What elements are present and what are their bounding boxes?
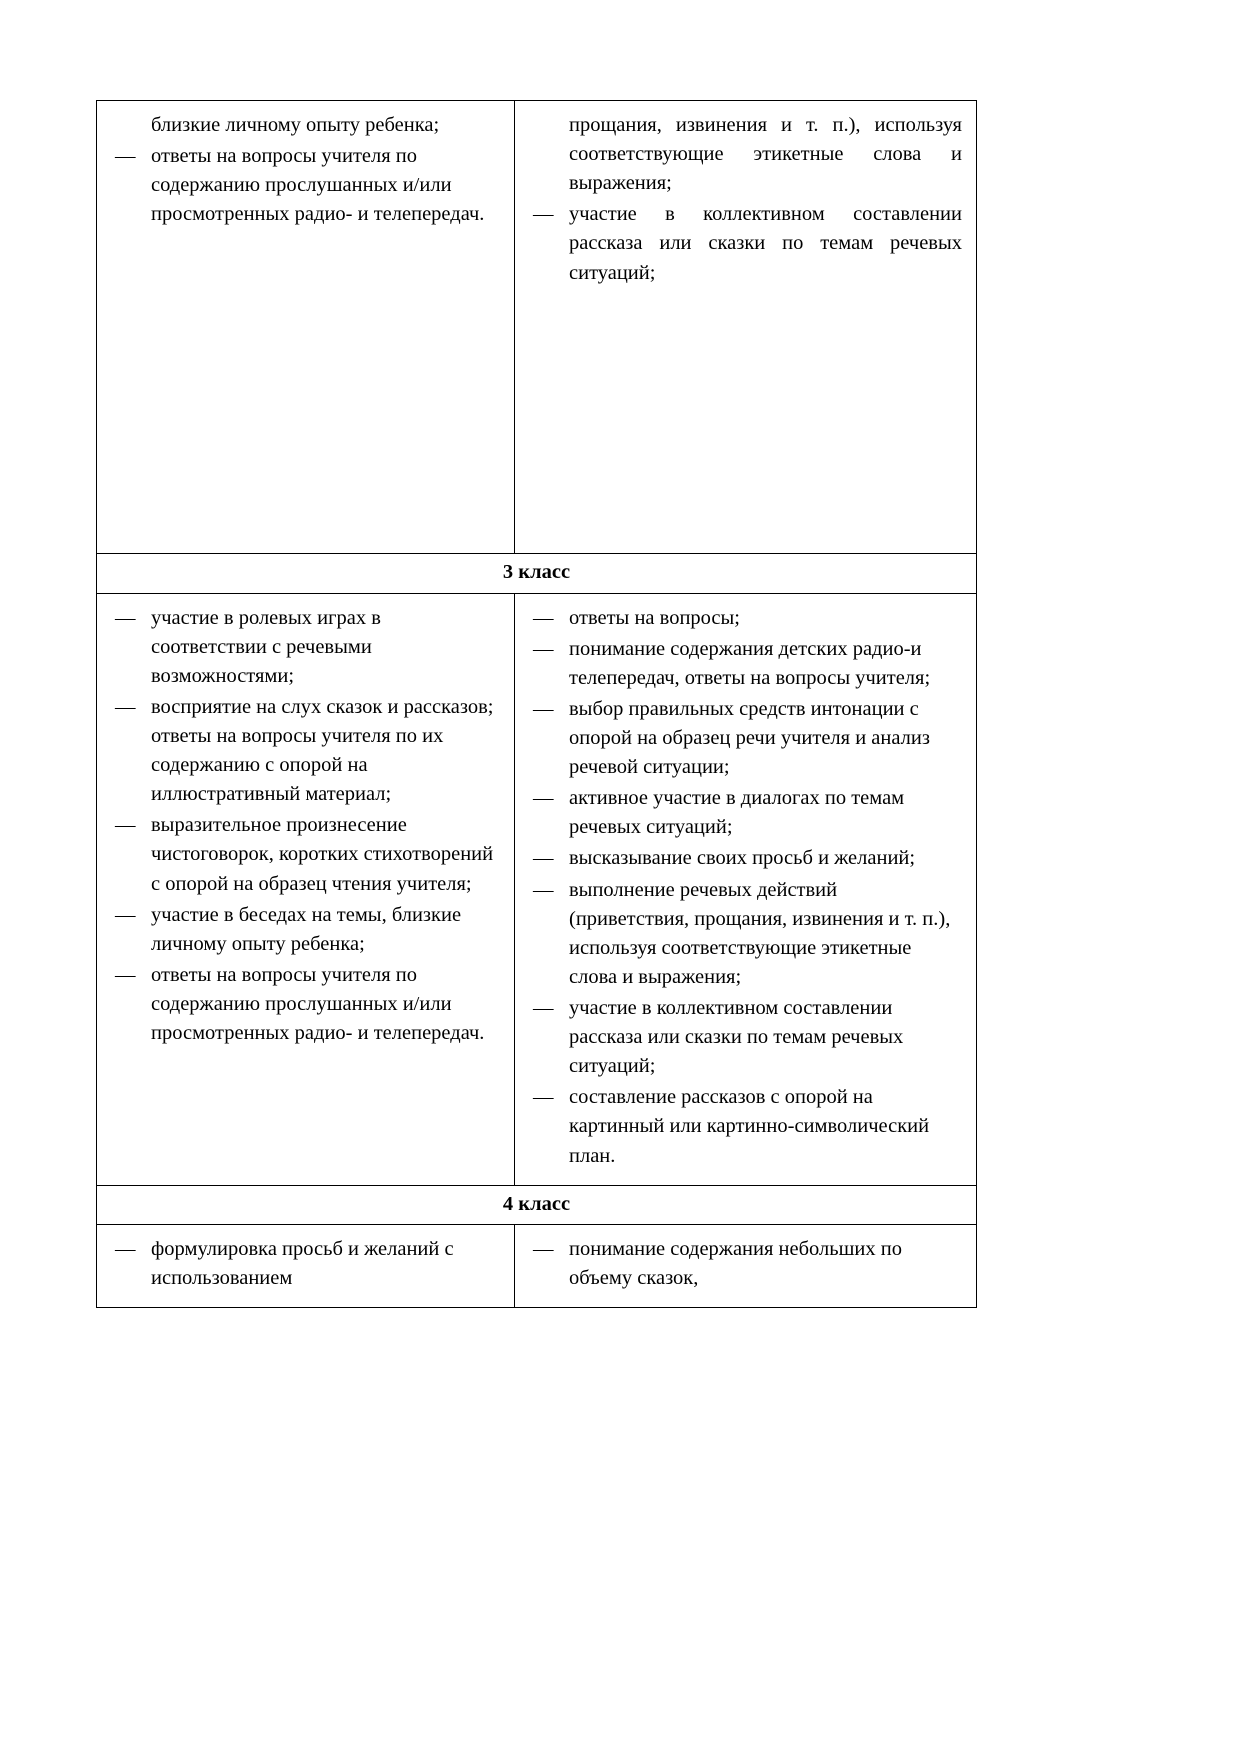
section-title-3: 3 класс — [97, 554, 977, 594]
table-row-continued — [97, 101, 977, 554]
section-title-4: 4 класс — [97, 1185, 977, 1225]
continued-right-lead: прощания, извинения и т. п.), используя соответствующие этикетные слова и выражения; — [569, 114, 962, 195]
table-row-grade4 — [97, 1225, 977, 1308]
list-item: — восприятие на слух сказок и рассказов; ответы на вопросы учителя по их содержанию с опорой на иллюстративный материал; — [111, 693, 500, 809]
list-item: — участие в ролевых играх в соответствии с речевыми возможностями; — [111, 604, 500, 691]
cell-grade4-right — [515, 1225, 977, 1308]
list-item: — понимание содержания детских радио-и телепередач, ответы на вопросы учителя; — [529, 635, 962, 693]
list-item: — понимание содержания небольших по объему сказок, — [529, 1235, 962, 1293]
cell-continued-left — [97, 101, 515, 554]
continued-left-list — [111, 142, 500, 229]
continued-right-list — [529, 200, 962, 287]
list-item: — выполнение речевых действий (приветствия, прощания, извинения и т. п.), используя соответствующие этикетные слова и выражения; — [529, 876, 962, 992]
continued-left-lead: близкие личному опыту ребенка; — [151, 114, 440, 136]
table-row-grade3 — [97, 593, 977, 1185]
grade3-left-list — [111, 604, 500, 1049]
section-header-row-3 — [97, 554, 977, 594]
list-item: — ответы на вопросы учителя по содержанию прослушанных и/или просмотренных радио- и телепередач. — [111, 142, 500, 229]
list-item: — участие в коллективном составлении рассказа или сказки по темам речевых ситуаций; — [529, 994, 962, 1081]
list-item: — ответы на вопросы учителя по содержанию прослушанных и/или просмотренных радио- и телепередач. — [111, 961, 500, 1048]
cell-grade3-left — [97, 593, 515, 1185]
grade3-right-list — [529, 604, 962, 1171]
section-header-row-4 — [97, 1185, 977, 1225]
list-item: — формулировка просьб и желаний с использованием — [111, 1235, 500, 1293]
grade4-left-list — [111, 1235, 500, 1293]
grade4-right-list — [529, 1235, 962, 1293]
list-item: — высказывание своих просьб и желаний; — [529, 844, 962, 873]
cell-continued-right — [515, 101, 977, 554]
list-item: — составление рассказов с опорой на картинный или картинно-символический план. — [529, 1083, 962, 1170]
list-item: — участие в коллективном составлении рассказа или сказки по темам речевых ситуаций; — [529, 200, 962, 287]
list-item: — участие в беседах на темы, близкие личному опыту ребенка; — [111, 901, 500, 959]
cell-grade4-left — [97, 1225, 515, 1308]
cell-grade3-right — [515, 593, 977, 1185]
list-item: — выбор правильных средств интонации с опорой на образец речи учителя и анализ речевой ситуации; — [529, 695, 962, 782]
list-item: — активное участие в диалогах по темам речевых ситуаций; — [529, 784, 962, 842]
requirements-table — [96, 100, 977, 1308]
list-item: — ответы на вопросы; — [529, 604, 962, 633]
list-item: — выразительное произнесение чистоговорок, коротких стихотворений с опорой на образец чтения учителя; — [111, 811, 500, 898]
